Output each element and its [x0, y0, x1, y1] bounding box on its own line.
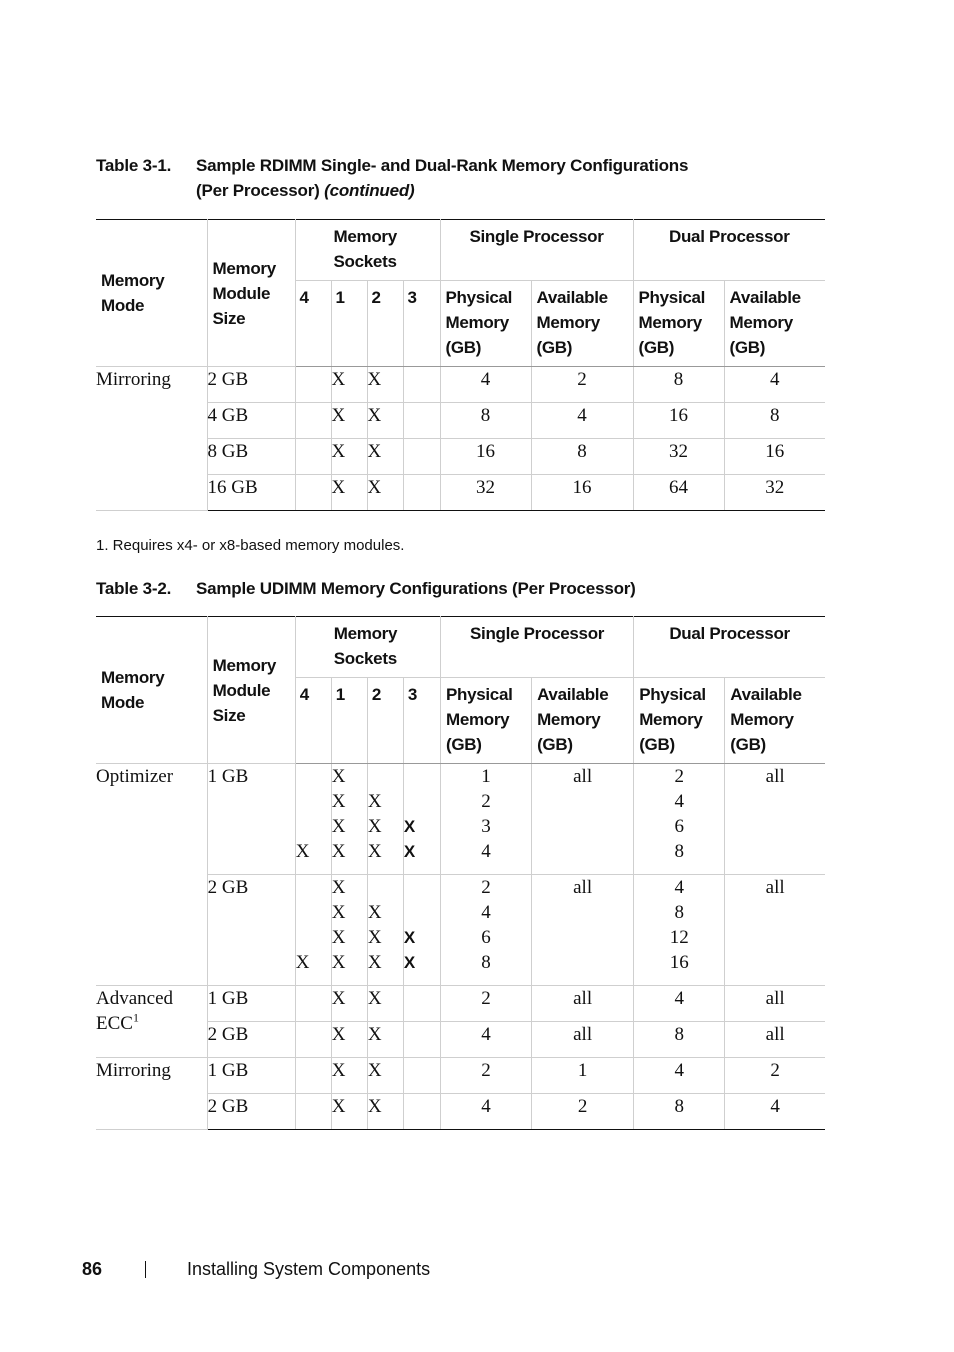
table1-socket-3 — [403, 403, 440, 439]
table2-dp-available: all — [725, 764, 825, 875]
table1-sp-available: 16 — [531, 475, 633, 511]
table2-size: 2 GB — [207, 1022, 295, 1058]
table1-size: 2 GB — [207, 367, 295, 403]
table2-dp-physical: 4 — [634, 1058, 725, 1094]
table2-sp-available: all — [532, 1022, 634, 1058]
table2-sp-physical: 1 2 3 4 — [440, 764, 531, 875]
table2-size: 1 GB — [207, 986, 295, 1022]
table2-sp-available: all — [532, 986, 634, 1022]
table1-sp-available: 2 — [531, 367, 633, 403]
table1-dp-available: 16 — [724, 439, 825, 475]
table1-header-socket-1: 1 — [331, 281, 367, 367]
table2-header-sp-physical: Physical Memory (GB) — [440, 678, 531, 764]
table2-socket-2: X — [367, 986, 403, 1022]
table1-socket-4 — [295, 475, 331, 511]
table2-header-single-processor: Single Processor — [440, 617, 633, 678]
table2-header-socket-1: 1 — [331, 678, 367, 764]
table1-socket-2: X — [367, 439, 403, 475]
table1-title-line1: Sample RDIMM Single- and Dual-Rank Memory Configurations — [196, 156, 689, 175]
table2-dp-available: all — [725, 875, 825, 986]
table2-socket-4 — [295, 986, 331, 1022]
table1-sp-physical: 32 — [440, 475, 531, 511]
table2-dp-physical: 8 — [634, 1022, 725, 1058]
table2-header-dual-processor: Dual Processor — [634, 617, 825, 678]
table1-socket-1: X — [331, 475, 367, 511]
table1-socket-2: X — [367, 367, 403, 403]
table-row — [96, 1058, 825, 1094]
footer-divider — [145, 1261, 146, 1278]
table2-mode-mirroring: Mirroring — [96, 1058, 207, 1130]
table-row — [96, 367, 825, 403]
table2-header-module-size: Memory Module Size — [207, 617, 295, 764]
table2-header-sp-available: Available Memory (GB) — [532, 678, 634, 764]
section-title: Installing System Components — [187, 1259, 431, 1279]
table1-size: 4 GB — [207, 403, 295, 439]
table1-header-dp-available: Available Memory (GB) — [724, 281, 825, 367]
table2-sp-physical: 2 — [440, 1058, 531, 1094]
table1-caption — [96, 153, 836, 203]
table2-dp-available: all — [725, 1022, 825, 1058]
table1-dp-available: 32 — [724, 475, 825, 511]
footnote: 1. Requires x4- or x8-based memory modules. — [96, 537, 405, 554]
table2-socket-1: X X X X — [331, 875, 367, 986]
table1-socket-1: X — [331, 403, 367, 439]
table2-sp-physical: 2 4 6 8 — [440, 875, 531, 986]
table2-header-socket-4: 4 — [295, 678, 331, 764]
table2-socket-2: X — [367, 1094, 403, 1130]
table2-mode-advanced-ecc: Advanced ECC$^1$ — [96, 986, 207, 1058]
table2-dp-available: 2 — [725, 1058, 825, 1094]
table2-header-dp-physical: Physical Memory (GB) — [634, 678, 725, 764]
table1-mode-mirroring: Mirroring — [96, 367, 207, 511]
table1-socket-3 — [403, 439, 440, 475]
table-row — [96, 764, 825, 875]
table1 — [96, 219, 825, 511]
table2-dp-physical: 2 4 6 8 — [634, 764, 725, 875]
table2-caption — [96, 576, 836, 601]
table1-header-socket-4: 4 — [295, 281, 331, 367]
table1-sp-available: 8 — [531, 439, 633, 475]
table2-size: 1 GB — [207, 764, 295, 875]
table2-socket-4 — [295, 1094, 331, 1130]
table1-header-dp-physical: Physical Memory (GB) — [633, 281, 724, 367]
table2-socket-3: X X — [403, 764, 440, 875]
table2-socket-1: X — [331, 986, 367, 1022]
table1-header-module-size: Memory Module Size — [207, 220, 295, 367]
table1-continued: (continued) — [324, 181, 415, 200]
table2-socket-2: X X X — [367, 764, 403, 875]
table2-dp-available: 4 — [725, 1094, 825, 1130]
table1-dp-available: 4 — [724, 367, 825, 403]
table1-size: 16 GB — [207, 475, 295, 511]
table2-mode-optimizer: Optimizer — [96, 764, 207, 986]
table2-size: 2 GB — [207, 875, 295, 986]
table2-socket-2: X X X — [367, 875, 403, 986]
table2-dp-available: all — [725, 986, 825, 1022]
table1-socket-2: X — [367, 403, 403, 439]
table1-dp-physical: 8 — [633, 367, 724, 403]
table2-dp-physical: 8 — [634, 1094, 725, 1130]
table2-dp-physical: 4 8 12 16 — [634, 875, 725, 986]
table1-dp-physical: 64 — [633, 475, 724, 511]
table2-size: 1 GB — [207, 1058, 295, 1094]
table2-size: 2 GB — [207, 1094, 295, 1130]
table1-socket-4 — [295, 403, 331, 439]
table2-header-socket-2: 2 — [367, 678, 403, 764]
table2-socket-3: X X — [403, 875, 440, 986]
table1-socket-4 — [295, 367, 331, 403]
table2-socket-1: X — [331, 1094, 367, 1130]
table2-sp-physical: 4 — [440, 1094, 531, 1130]
table2-title: Sample UDIMM Memory Configurations (Per Processor) — [196, 579, 636, 598]
table2-sp-physical: 2 — [440, 986, 531, 1022]
table2-header-dp-available: Available Memory (GB) — [725, 678, 825, 764]
table1-header-socket-2: 2 — [367, 281, 403, 367]
table1-socket-3 — [403, 475, 440, 511]
table1-dp-physical: 16 — [633, 403, 724, 439]
table1-socket-1: X — [331, 367, 367, 403]
table1-header-socket-3: 3 — [403, 281, 440, 367]
table1-header-memory-sockets: Memory Sockets — [295, 220, 440, 281]
table1-dp-physical: 32 — [633, 439, 724, 475]
table1-header-single-processor: Single Processor — [440, 220, 633, 281]
table2-dp-physical: 4 — [634, 986, 725, 1022]
table2-number: Table 3-2. — [96, 579, 172, 598]
table1-header-dual-processor: Dual Processor — [633, 220, 825, 281]
table1-socket-1: X — [331, 439, 367, 475]
table2-socket-4 — [295, 1022, 331, 1058]
table1-sp-physical: 4 — [440, 367, 531, 403]
table2-socket-1: X — [331, 1058, 367, 1094]
table1-sp-available: 4 — [531, 403, 633, 439]
table2-sp-available: all — [532, 875, 634, 986]
table2-socket-3 — [403, 1058, 440, 1094]
table2-socket-1: X X X X — [331, 764, 367, 875]
page-number: 86 — [82, 1259, 103, 1279]
table2-socket-4: X — [295, 764, 331, 875]
table2-header-socket-3: 3 — [403, 678, 440, 764]
table2-socket-4: X — [295, 875, 331, 986]
table2-sp-physical: 4 — [440, 1022, 531, 1058]
table2-socket-2: X — [367, 1022, 403, 1058]
table1-title-line2: (Per Processor) — [196, 181, 320, 200]
table2-header-memory-mode: Memory Mode — [96, 617, 207, 764]
table2 — [96, 616, 825, 1130]
table1-size: 8 GB — [207, 439, 295, 475]
table1-number: Table 3-1. — [96, 156, 172, 175]
table1-socket-2: X — [367, 475, 403, 511]
table2-socket-3 — [403, 1022, 440, 1058]
table2-socket-1: X — [331, 1022, 367, 1058]
table1-socket-4 — [295, 439, 331, 475]
table2-sp-available: 2 — [532, 1094, 634, 1130]
footnote-mark: 1 — [132, 1010, 139, 1025]
table2-sp-available: 1 — [532, 1058, 634, 1094]
table1-header-sp-physical: Physical Memory (GB) — [440, 281, 531, 367]
table1-sp-physical: 8 — [440, 403, 531, 439]
table2-socket-2: X — [367, 1058, 403, 1094]
table1-sp-physical: 16 — [440, 439, 531, 475]
table2-socket-3 — [403, 1094, 440, 1130]
table2-socket-4 — [295, 1058, 331, 1094]
table1-socket-3 — [403, 367, 440, 403]
table1-header-sp-available: Available Memory (GB) — [531, 281, 633, 367]
table2-header-memory-sockets: Memory Sockets — [295, 617, 440, 678]
table2-sp-available: all — [532, 764, 634, 875]
table1-dp-available: 8 — [724, 403, 825, 439]
table2-socket-3 — [403, 986, 440, 1022]
table1-header-memory-mode: Memory Mode — [96, 220, 207, 367]
table-row — [96, 986, 825, 1022]
